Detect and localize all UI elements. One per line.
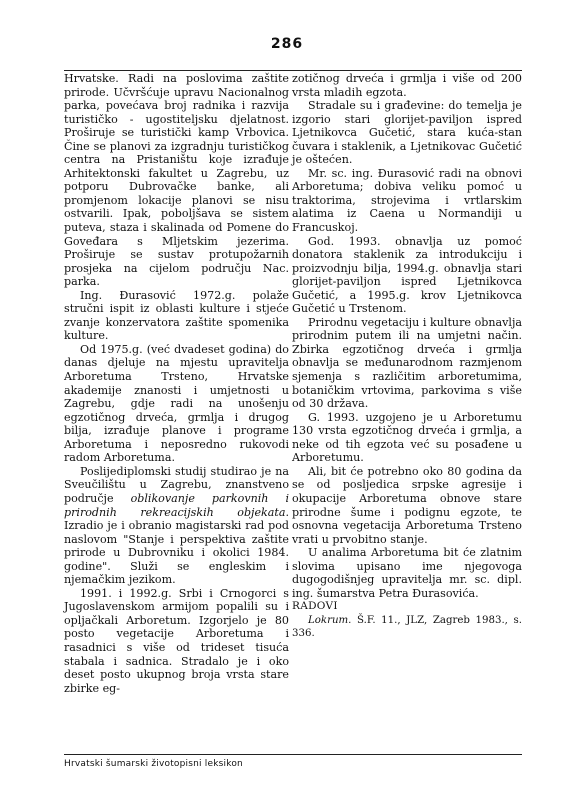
paragraph: Od 1975.g. (već dvadeset godina) do danas djeluje na mjestu upravitelja Arboretuma Trsteno, Hrvatske akademije znanosti i umjetnosti u Zagrebu, gdje radi na unošenju egzotičnog drveća, grmlja i drugog bilja, izrađuje planove i programe Arboretuma i neposredno rukovodi radom Arboretuma. [64,342,289,465]
paragraph-text: . Izradio je i obranio magistarski rad pod naslovom "Stanje i perspektiva zaštite prirode u Dubrovniku i okolici 1984. godine". Služi se engleskim i njemačkim jezikom. [64,505,289,587]
paragraph-text: Poslijediplomski studij studirao je na Sveučilištu u Zagrebu, znanstveno područje [64,464,289,505]
paragraph: Hrvatske. Radi na poslovima zaštite prirode. Učvršćuje upravu Nacionalnog parka, povećava broj radnika i razvija turističko - ugostiteljsku djelatnost. Proširuje se turistički kamp Vrbovica. Čine se planovi za izgradnju turističkog centra na Pristaništu koje izrađuje Arhitektonski fakultet u Zagrebu, uz potporu Dubrovačke banke, ali promjenom lokacije planovi se nisu ostvarili. Ipak, poboljšava se sistem puteva, staza i skalinada od Pomene do Goveđara s Mljetskim jezerima. Proširuje se sustav protupožarnih prosjeka na cijelom području Nac. parka. [64,72,289,289]
left-column [64,72,289,695]
footer-rule [64,754,522,755]
right-column [292,72,522,641]
reference-details: Š.F. 11., JLZ, Zagreb 1983., s. 336. [292,614,522,640]
paragraph: zotičnog drveća i grmlja i više od 200 vrsta mladih egzota. [292,72,522,99]
paragraph: Prirodnu vegetaciju i kulture obnavlja prirodnim putem ili na umjetni način. Zbirka egzotičnog drveća i grmlja obnavlja se međunarodnom razmjenom sjemenja s različitim arboretumima, botaničkim vrtovima, parkovima s više od 30 država. [292,315,522,411]
header-rule [64,70,522,71]
reference-title: Lokrum. [308,614,352,626]
section-heading: RADOVI [292,600,338,613]
paragraph: Ali, bit će potrebno oko 80 godina da se od posljedica srpske agresije i okupacije Arboretuma obnove stare prirodne šume i podignu egzote, te osnovna vegetacija Arboretuma Trsteno vrati u prvobitno stanje. [292,464,522,546]
paragraph [64,465,289,587]
reference [292,614,522,641]
paragraph: Ing. Đurasović 1972.g. polaže stručni ispit iz oblasti kulture i stjeće zvanje konzervatora zaštite spomenika kulture. [64,288,289,343]
paragraph: God. 1993. obnavlja uz pomoć donatora staklenik za introdukciju i proizvodnju bilja, 1994.g. obnavlja stari glorijet-paviljon ispred Ljetnikovca Gučetić, a 1995.g. krov Ljetnikovca Gučetić u Trstenom. [292,234,522,316]
paragraph: Mr. sc. ing. Đurasović radi na obnovi Arboretuma; dobiva veliku pomoć u traktorima, strojevima i vrtlarskim alatima iz Caena u Normandiji u Francuskoj. [292,166,522,235]
paragraph: Stradale su i građevine: do temelja je izgorio stari glorijet-paviljon ispred Ljetnikovca Gučetić, stara kuća-stan čuvara i staklenik, a Ljetnikovac Gučetić je oštećen. [292,99,522,167]
page-number: 286 [270,36,304,52]
paragraph: U analima Arboretuma bit će zlatnim slovima upisano ime njegovoga dugogodišnjeg upravitelja mr. sc. dipl. ing. šumarstva Petra Đurasovića. [292,546,522,600]
paragraph: G. 1993. uzgojeno je u Arboretumu 130 vrsta egzotičnog drveća i grmlja, a neke od tih egzota već su posađene u Arboretumu. [292,410,522,465]
italic-title: oblikovanje parkovnih i prirodnih rekreacijskih objekata [64,491,290,519]
footer-text: Hrvatski šumarski životopisni leksikon [64,759,243,769]
paragraph: 1991. i 1992.g. Srbi i Crnogorci s Jugoslavenskom armijom popalili su i opljačkali Arboretum. Izgorjelo je 80 posto vegetacije Arboretuma i rasadnici s više od trideset tisuća stabala i sadnica. Stradalo je i oko deset posto ukupnog broja vrsta stare zbirke eg- [64,586,289,695]
